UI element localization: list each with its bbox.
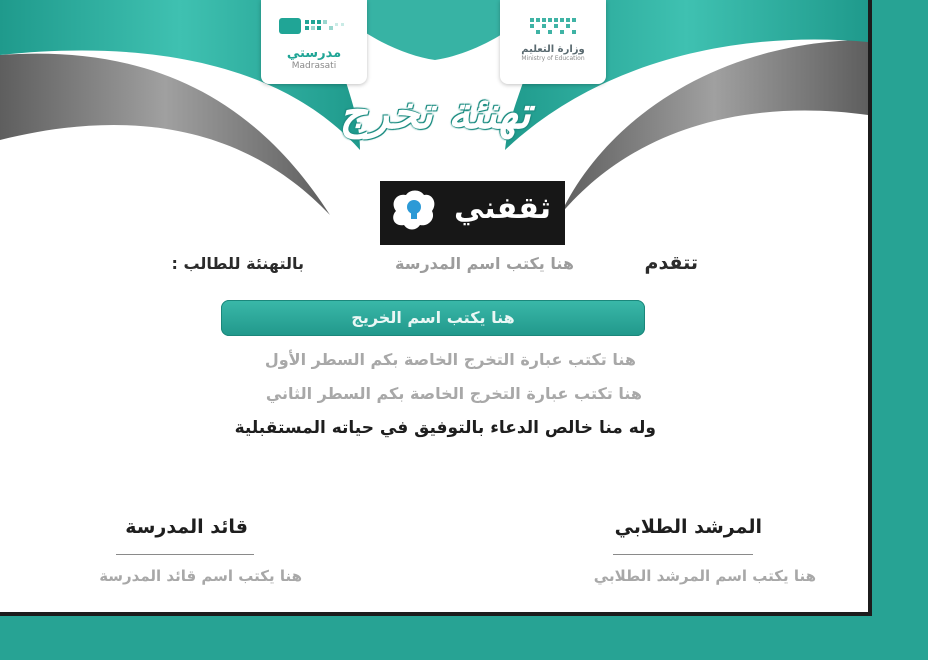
graduate-name-box: هنا يكتب اسم الخريج [221,300,645,336]
lightbulb-icon [386,187,438,235]
ministry-logo-arabic: وزارة التعليم [521,44,585,55]
ministry-logo-english: Ministry of Education [521,55,585,62]
madrasati-logo-arabic: مدرستي [286,46,342,61]
graduation-phrase-line-1: هنا تكتب عبارة التخرج الخاصة بكم السطر الأول [264,350,636,369]
school-leader-title: قائد المدرسة [125,516,248,538]
counselor-name-placeholder: هنا يكتب اسم المرشد الطلابي [593,567,816,585]
watermark-badge [380,181,565,245]
school-leader-signature-line [116,554,254,555]
watermark-text: ثقفني [453,191,551,226]
prayer-phrase-line: وله منا خالص الدعاء بالتوفيق في حياته المستقبلية [234,418,656,438]
intro-present-text: تتقدم [644,252,698,274]
madrasati-logo-icon [269,12,359,42]
ministry-logo [500,0,606,84]
congrats-to-student-text: بالتهنئة للطالب : [171,254,304,273]
certificate-title: تهنئة تخرج [339,88,531,139]
school-name-placeholder: هنا يكتب اسم المدرسة [395,254,574,273]
counselor-title: المرشد الطلابي [614,516,762,538]
madrasati-logo [261,0,367,84]
school-leader-name-placeholder: هنا يكتب اسم قائد المدرسة [99,567,302,585]
graduation-phrase-line-2: هنا تكتب عبارة التخرج الخاصة بكم السطر الثاني [265,384,642,403]
counselor-signature-line [613,554,753,555]
madrasati-logo-english: Madrasati [291,61,337,71]
ministry-logo-icon [518,14,588,40]
